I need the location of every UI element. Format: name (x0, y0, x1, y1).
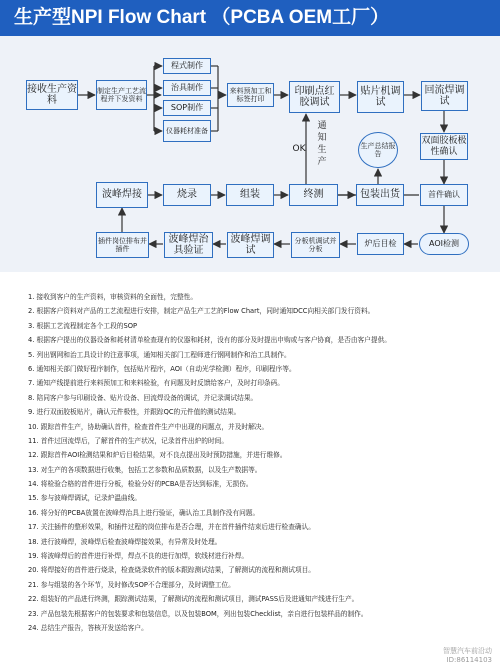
flow-chart (0, 36, 500, 272)
node-summary-report: 生产总结报告 (358, 132, 398, 168)
step-item: 13. 对生产的各项数据进行收集，包括工艺参数和品质数据，以及生产数据等。 (28, 465, 262, 474)
step-item: 17. 关注插件的整形效果，和插件过程的岗位排布是否合理，并在首件插件结束后进行检查确认。 (28, 523, 315, 532)
node-assembly: 组装 (226, 184, 274, 206)
step-item: 1. 接收到客户的生产资料，审核资料的全面性，完整性。 (28, 293, 198, 301)
step-item: 9. 进行双面胶板贴片，确认元件极性，并跟踪QC的元件值的测试结果。 (28, 408, 241, 417)
node-reflow-debug: 回流焊调试 (421, 81, 468, 111)
label-notify-production: 通知生产 (317, 121, 327, 167)
step-item: 21. 参与组装的各个环节，及时修改SOP不合理部分，及时调整工位。 (28, 580, 235, 589)
node-sop: SOP制作 (163, 100, 211, 116)
step-item: 15. 参与波峰焊调试，记录炉温曲线。 (28, 494, 142, 503)
page-title: 生产型NPI Flow Chart （PCBA OEM工厂） (0, 0, 500, 36)
step-item: 23. 产品包装先根据客户的包装要求和包装信息，以及包装BOM，列出包装Checklist，亲自进行包装样品的制作。 (28, 609, 368, 618)
node-insert: 插件岗位排布并插件 (96, 232, 149, 258)
step-item: 20. 将焊接好的首件进行烧录，检查烧录软件的版本跟踪测试结果，了解测试的流程和测试项目。 (28, 566, 315, 575)
step-item: 14. 将检验合格的首件进行分板，检验分好的PCBA是否达到标准，无损伤。 (28, 480, 253, 489)
node-print-debug: 印刷点红胶调试 (289, 81, 340, 113)
step-item: 4. 根据客户提出的仪器设备和耗材清单检查现有的仪器和耗材，没有的部分及时提出申购或与客户协商，是否由客户提供。 (28, 336, 391, 345)
node-burn: 烧录 (163, 184, 211, 206)
step-list (28, 290, 490, 635)
node-split-board: 分板机调试并分板 (291, 232, 340, 258)
node-mount-debug: 贴片机调试 (357, 81, 404, 113)
node-material: 仪器耗材准备 (163, 120, 211, 142)
watermark-id: ID:86114103 (446, 655, 492, 664)
step-item: 19. 将波峰焊后的首件进行补焊，焊点不良的进行加焊，软线材进行补焊。 (28, 552, 249, 561)
step-item: 5. 列出钢网和治工具设计的注意事项，通知相关部门工程师进行钢网制作和治工具制作。 (28, 350, 291, 359)
node-furnace-inspect: 炉后目检 (357, 233, 404, 255)
step-item: 24. 总结生产报告，答核开发送给客户。 (28, 623, 148, 632)
step-item: 6. 通知相关部门做好程序制作，包括贴片程序，AOI（自动光学检测）程序，印刷程序等。 (28, 364, 296, 373)
label-ok: OK (292, 144, 306, 154)
node-pack-ship: 包装出货 (356, 184, 404, 206)
watermark (443, 647, 492, 664)
node-fixture: 治具制作 (163, 80, 211, 96)
step-item: 3. 根据工艺流程制定各个工段的SOP (28, 321, 137, 330)
node-aoi: AOI检测 (419, 233, 469, 255)
node-program: 程式制作 (163, 58, 211, 74)
node-incoming: 来料预加工和标签打印 (227, 83, 274, 107)
step-item: 7. 通知产线提前进行来料预加工和来料检验，有问题及时反馈给客户，及时打印条码。 (28, 379, 284, 388)
node-receive-data: 接收生产资料 (26, 80, 78, 110)
node-process-plan: 制定生产工艺流程并下发资料 (96, 80, 147, 110)
step-item: 22. 组装好的产品进行终测，跟踪测试结果，了解测试的流程和测试项目，测试PASS后及进通知产线进行生产。 (28, 595, 359, 604)
node-wave-solder: 波峰焊接 (96, 182, 148, 208)
node-final-test: 终测 (289, 184, 338, 206)
step-item: 10. 跟踪首件生产，协助确认首件，检查首件生产中出现的问题点，并及时解决。 (28, 422, 269, 431)
step-item: 18. 进行波峰焊，波峰焊后检查波峰焊接效果，有异常及时处理。 (28, 537, 222, 546)
node-wave-debug: 波峰焊调试 (227, 232, 274, 258)
step-item: 16. 将分好的PCBA放置在波峰焊治具上进行验证，确认治工具制作没有问题。 (28, 508, 260, 517)
step-item: 12. 跟踪首件AOI检测结果和炉后目检结果，对不良点提出及时预防措施，并进行维修。 (28, 451, 287, 460)
watermark-line: 智慧汽车前沿动 (443, 647, 492, 656)
step-item: 2. 根据客户资料对产品的工艺流程进行安排，制定产品生产工艺的Flow Chart，同时通知DCC向相关部门发行资料。 (28, 307, 375, 316)
step-item: 8. 陪同客户参与印刷设备、贴片设备、回流焊设备的调试，并记录调试结果。 (28, 393, 258, 402)
node-wave-fixture: 波峰焊治具验证 (164, 232, 213, 258)
node-double-side: 双面胶板极性确认 (420, 133, 468, 160)
step-item: 11. 首件过回流焊后，了解首件的生产状况，记录首件出炉的时间。 (28, 436, 229, 445)
node-first-article: 首件确认 (420, 184, 468, 206)
